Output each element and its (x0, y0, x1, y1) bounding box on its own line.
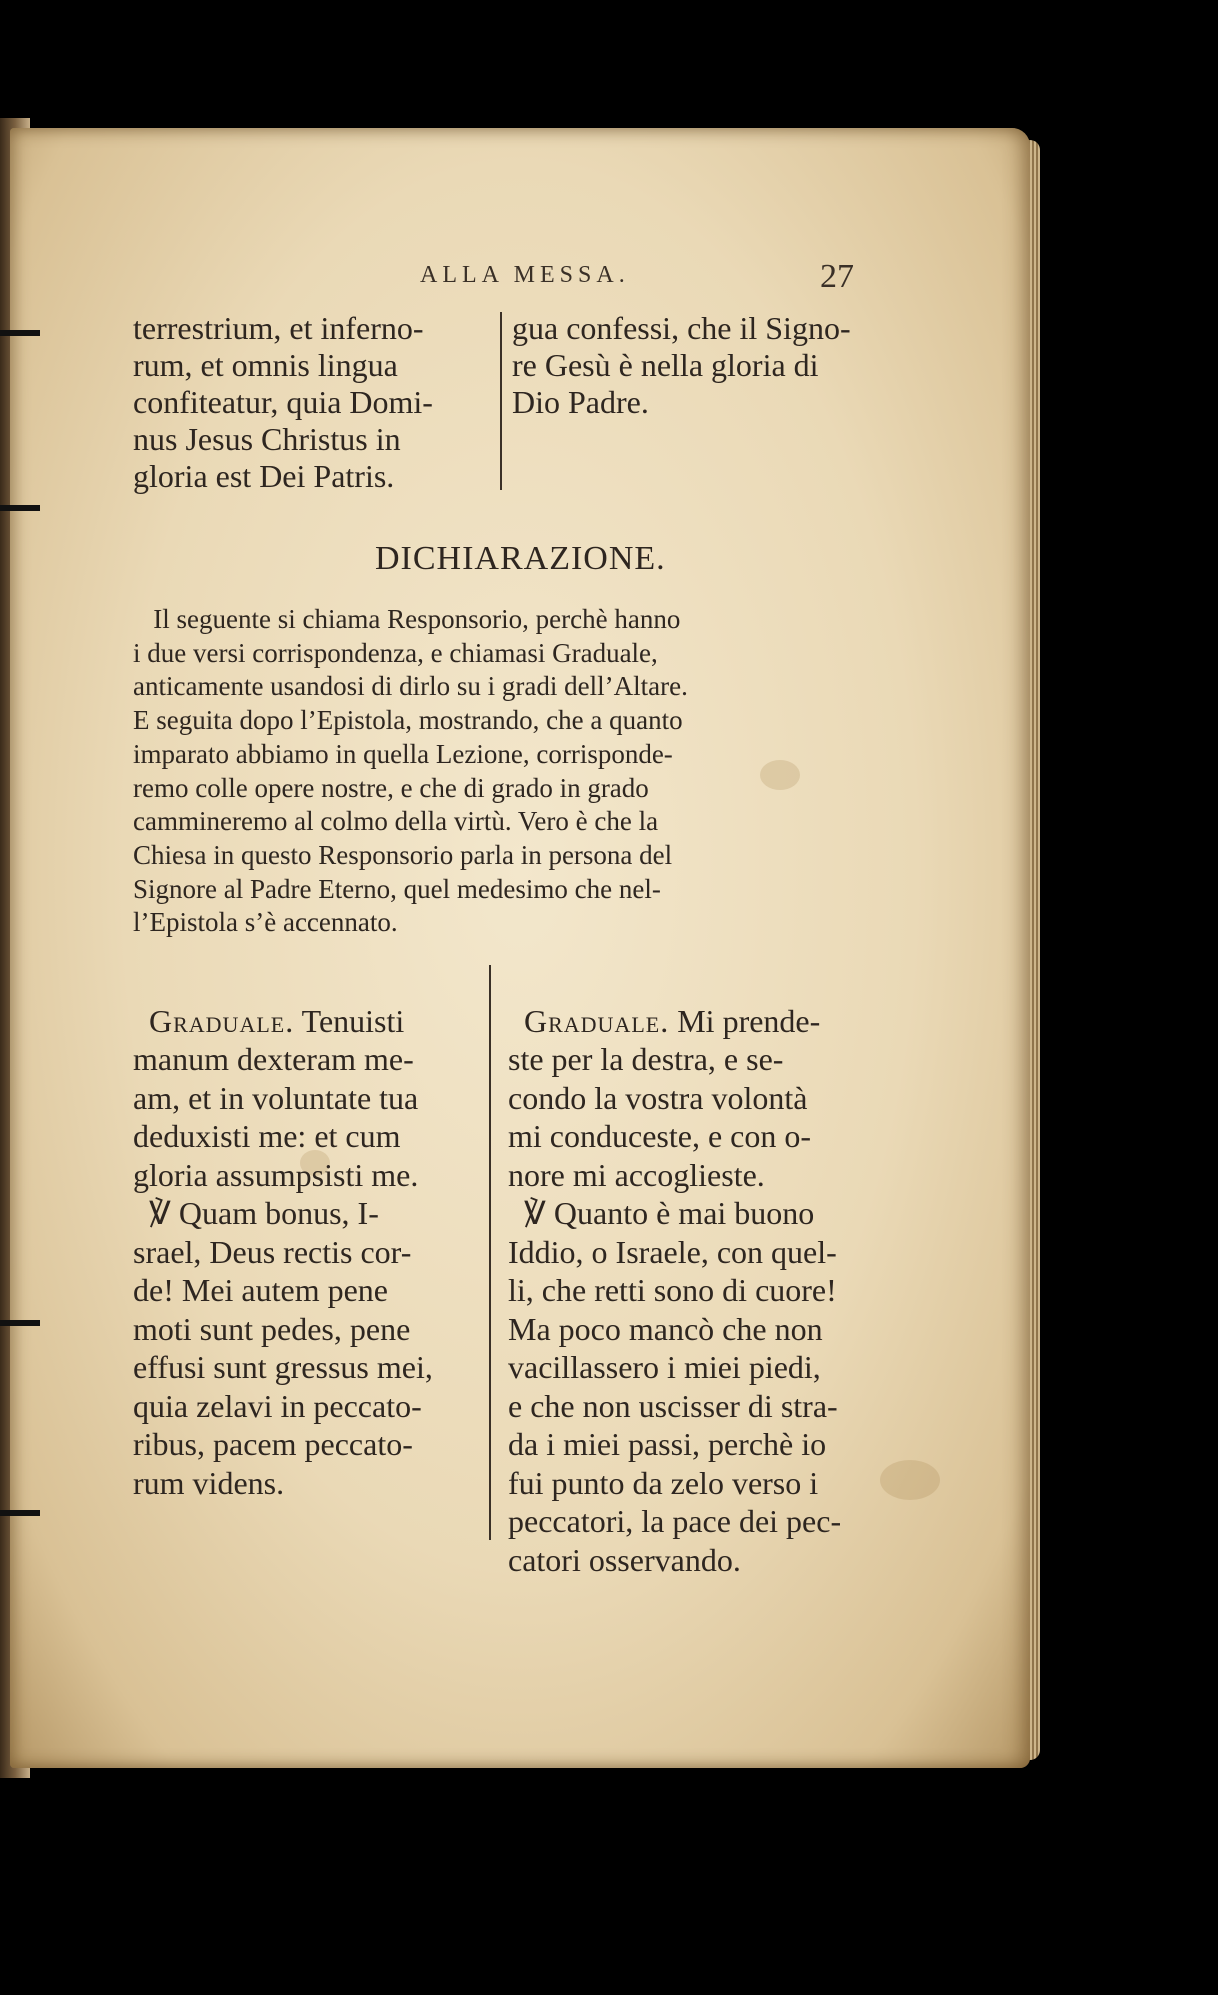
declaration-paragraph: Il seguente si chiama Responsorio, perchè hanno i due versi corrispondenza, e chiamasi Graduale, anticamente usandosi di dirlo su i gradi dell’Altare. E seguita dopo l’Epistola, mostrando, che a quanto imparato abbiamo in quella Lezione, corrisponde- remo colle opere nostre, e che di grado in grado cammineremo al colmo della virtù. Vero è che la Chiesa in questo Responsorio parla in persona del Signore al Padre Eterno, quel medesimo che nel- l’Epistola s’è accennato. (133, 604, 688, 938)
section-title: DICHIARAZIONE. (375, 540, 666, 577)
page-number: 27 (820, 258, 854, 295)
graduale-label-latin: Graduale. (149, 1002, 295, 1039)
italian-column-top: gua confessi, che il Signo- re Gesù è nella gloria di Dio Padre. (512, 310, 851, 420)
latin-column-top: terrestrium, et inferno- rum, et omnis lingua confiteatur, quia Domi- nus Jesus Christus in gloria est Dei Patris. (133, 310, 433, 494)
binding-thread (0, 1320, 40, 1326)
column-divider (489, 965, 491, 1540)
binding-thread (0, 1510, 40, 1516)
latin-graduale-text: Tenuisti manum dexteram me- am, et in voluntate tua deduxisti me: et cum gloria assumpsisti me. ℣ Quam bonus, I- srael, Deus rectis cor- de! Mei autem pene moti sunt pedes, pene effusi sunt gressus mei, quia zelavi in peccato- ribus, pacem peccato- rum videns. (133, 1002, 433, 1501)
running-head: ALLA MESSA. (420, 262, 630, 288)
column-divider (500, 312, 502, 490)
italian-graduale (508, 963, 841, 1579)
binding-thread (0, 330, 40, 336)
latin-graduale (133, 963, 433, 1502)
graduale-label-italian: Graduale. (524, 1002, 670, 1039)
foxing-spot (880, 1460, 940, 1500)
binding-thread (0, 505, 40, 511)
italian-graduale-text: Mi prende- ste per la destra, e se- condo la vostra volontà mi conduceste, e con o- nore mi accoglieste. ℣ Quanto è mai buono Iddio, o Israele, con quel- li, che retti sono di cuore! Ma poco mancò che non vacillassero i miei piedi, e che non uscisser di stra- da i miei passi, perchè io fui punto da zelo verso i peccatori, la pace dei pec- catori osservando. (508, 1002, 842, 1578)
